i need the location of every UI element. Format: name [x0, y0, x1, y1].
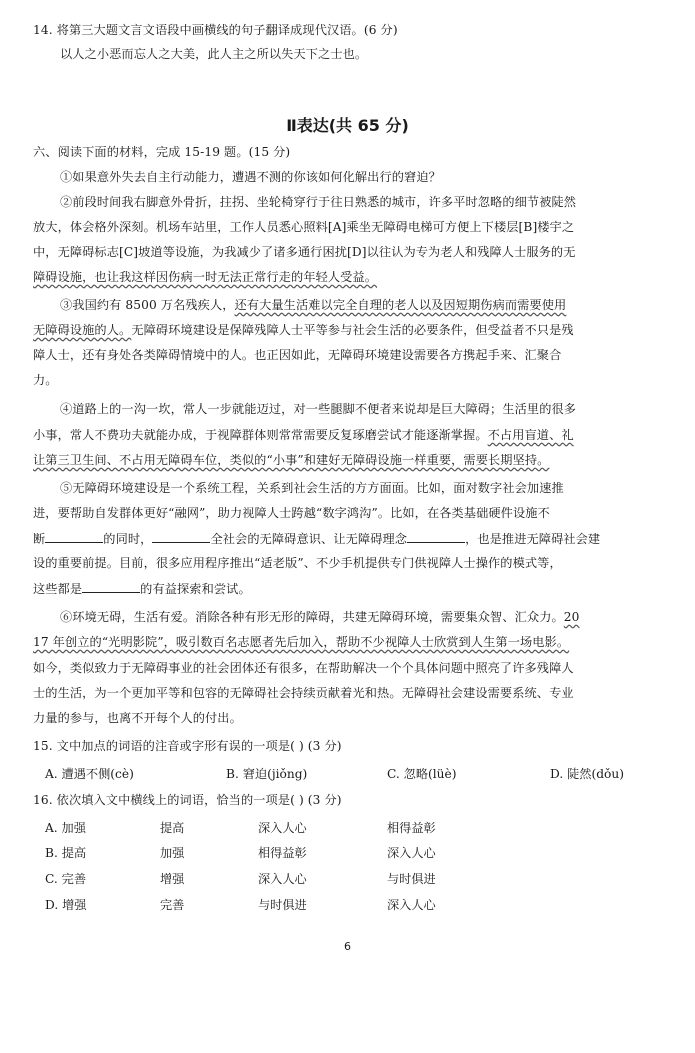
p5-line3-b: 的同时， — [103, 532, 153, 546]
p4-line2-underlined: 不占用盲道、礼 — [487, 428, 574, 442]
passage-p4-line2 — [33, 427, 574, 443]
q16-row-b-col4: 深入人心 — [387, 846, 436, 860]
q16-row-d-col1: D. 增强 — [45, 898, 87, 912]
q16-row-b-col3: 相得益彰 — [258, 846, 307, 860]
p3-line1-start: ③我国约有 8500 万名残疾人， — [60, 298, 235, 312]
passage-p6-line4: 士的生活，为一个更加平等和包容的无障碍社会持续贡献着光和热。无障碍社会建设需要系统、专业 — [33, 686, 574, 700]
passage-p2-line1: ②前段时间我右脚意外骨折，拄拐、坐轮椅穿行于往日熟悉的城市，许多平时忽略的细节被陡然 — [60, 195, 577, 209]
p6-line1-a: ⑥环境无碍，生活有爱。消除各种有形无形的障碍，共建无障碍环境，需要集众智、汇众力。 — [60, 610, 564, 624]
section6-intro: 六、阅读下面的材料，完成 15-19 题。(15 分) — [33, 145, 291, 159]
q16-row-a-col1: A. 加强 — [45, 821, 86, 835]
passage-p4-line1: ④道路上的一沟一坎，常人一步就能迈过，对一些腿脚不便者来说却是巨大障碍；生活里的很多 — [60, 402, 577, 416]
q15-question: 15. 文中加点的词语的注音或字形有误的一项是( ) (3 分) — [33, 739, 342, 753]
q15-option-c: C. 忽略(lüè) — [387, 767, 457, 781]
p5-line3-d: ，也是推进无障碍社会建 — [465, 532, 601, 546]
passage-p5-line2: 进，要帮助自发群体更好“融网”，助力视障人士跨越“数字鸿沟”。比如，在各类基础硬件设施不 — [33, 506, 550, 520]
passage-p6-line2: 17 年创立的“光明影院”，吸引数百名志愿者先后加入，帮助不少视障人士欣赏到人生第一场电影。 — [33, 635, 570, 649]
passage-p4-line3: 让第三卫生间、不占用无障碍车位，类似的“小事”和建好无障碍设施一样重要，需要长期坚持。 — [33, 453, 550, 467]
p3-line2-underlined: 无障碍设施的人。 — [33, 323, 132, 337]
p5-line3-c: 全社会的无障碍意识、让无障碍理念 — [210, 532, 408, 546]
q14-sentence: 以人之小恶而忘人之大美，此人主之所以失天下之士也。 — [60, 47, 368, 61]
passage-p2-line3 — [33, 244, 576, 260]
q16-row-c-col4: 与时俱进 — [387, 872, 436, 886]
passage-p6-line3: 如今，类似致力于无障碍事业的社会团体还有很多，在帮助解决一个个具体问题中照亮了许多残障人 — [33, 661, 574, 675]
passage-p3-line3: 障人士，还有身处各类障碍情境中的人。也正因如此，无障碍环境建设需要各方携起手来、汇聚合 — [33, 348, 562, 362]
passage-p3-line4: 力。 — [33, 373, 58, 387]
p3-line1-underlined: 还有大量生活难以完全自理的老人以及因短期伤病而需要使用 — [234, 298, 567, 312]
q15-option-b: B. 窘迫(jiǒng) — [226, 767, 308, 781]
q16-row-b-col2: 加强 — [160, 846, 185, 860]
p5-line5-a: 这些都是 — [33, 582, 83, 596]
page-number: 6 — [344, 940, 351, 953]
q15-option-a: A. 遭遇不侧(cè) — [45, 767, 134, 781]
q16-question: 16. 依次填入文中横线上的词语，恰当的一项是( ) (3 分) — [33, 793, 342, 807]
passage-p2-line2: 放大，体会格外深刻。机场车站里，工作人员悉心照料[A]乘坐无障碍电梯可方便上下楼层[B]楼宇之 — [33, 220, 575, 234]
q16-row-d-col2: 完善 — [160, 898, 185, 912]
q16-row-b-col1: B. 提高 — [45, 846, 87, 860]
passage-p2-line4: 障碍设施，也让我这样因伤病一时无法正常行走的年轻人受益。 — [33, 270, 378, 284]
passage-p3-line1 — [60, 297, 566, 313]
q16-row-a-col4: 相得益彰 — [387, 821, 436, 835]
p6-line1-underlined: 20 — [563, 610, 580, 624]
passage-p3-line2 — [33, 322, 574, 338]
q16-row-a-col2: 提高 — [160, 821, 185, 835]
p5-line5-b: 的有益探索和尝试。 — [140, 582, 251, 596]
passage-p6-line1 — [60, 609, 580, 625]
passage-p6-line5: 力量的参与，也离不开每个人的付出。 — [33, 711, 242, 725]
q16-row-a-col3: 深入人心 — [258, 821, 307, 835]
passage-p1: ①如果意外失去自主行动能力，遭遇不测的你该如何化解出行的窘迫？ — [60, 170, 441, 184]
q16-row-c-col3: 深入人心 — [258, 872, 307, 886]
passage-p5-line1: ⑤无障碍环境建设是一个系统工程，关系到社会生活的方方面面。比如，面对数字社会加速推 — [60, 481, 564, 495]
fill-blank-1 — [45, 530, 103, 543]
passage-p5-line5 — [33, 580, 251, 597]
p5-line3-a: 断 — [33, 532, 46, 546]
p4-line2-start: 小事，常人不费功夫就能办成，于视障群体则常常需要反复琢磨尝试才能逐渐掌握。 — [33, 428, 488, 442]
fill-blank-3 — [407, 530, 465, 543]
q14-question: 14. 将第三大题文言文语段中画横线的句子翻译成现代汉语。(6 分) — [33, 23, 398, 37]
fill-blank-4 — [82, 580, 140, 593]
q16-row-d-col4: 深入人心 — [387, 898, 436, 912]
passage-p5-line3 — [33, 530, 600, 547]
q16-row-c-col1: C. 完善 — [45, 872, 87, 886]
p3-line2-rest: 无障碍环境建设是保障残障人士平等参与社会生活的必要条件，但受益者不只是残 — [131, 323, 574, 337]
q16-row-d-col3: 与时俱进 — [258, 898, 307, 912]
q16-row-c-col2: 增强 — [160, 872, 185, 886]
p2-line3-text: 中，无障碍标志[C]坡道等设施，为我减少了诸多通行困扰[D]以往认为专为老人和残障人士服务的无 — [33, 245, 576, 259]
section-title: Ⅱ表达(共 65 分) — [286, 116, 409, 135]
passage-p5-line4: 设的重要前提。目前，很多应用程序推出“适老版”、不少手机提供专门供视障人士操作的模式等， — [33, 556, 562, 570]
fill-blank-2 — [152, 530, 210, 543]
q15-option-d: D. 陡然(dǒu) — [550, 767, 624, 781]
